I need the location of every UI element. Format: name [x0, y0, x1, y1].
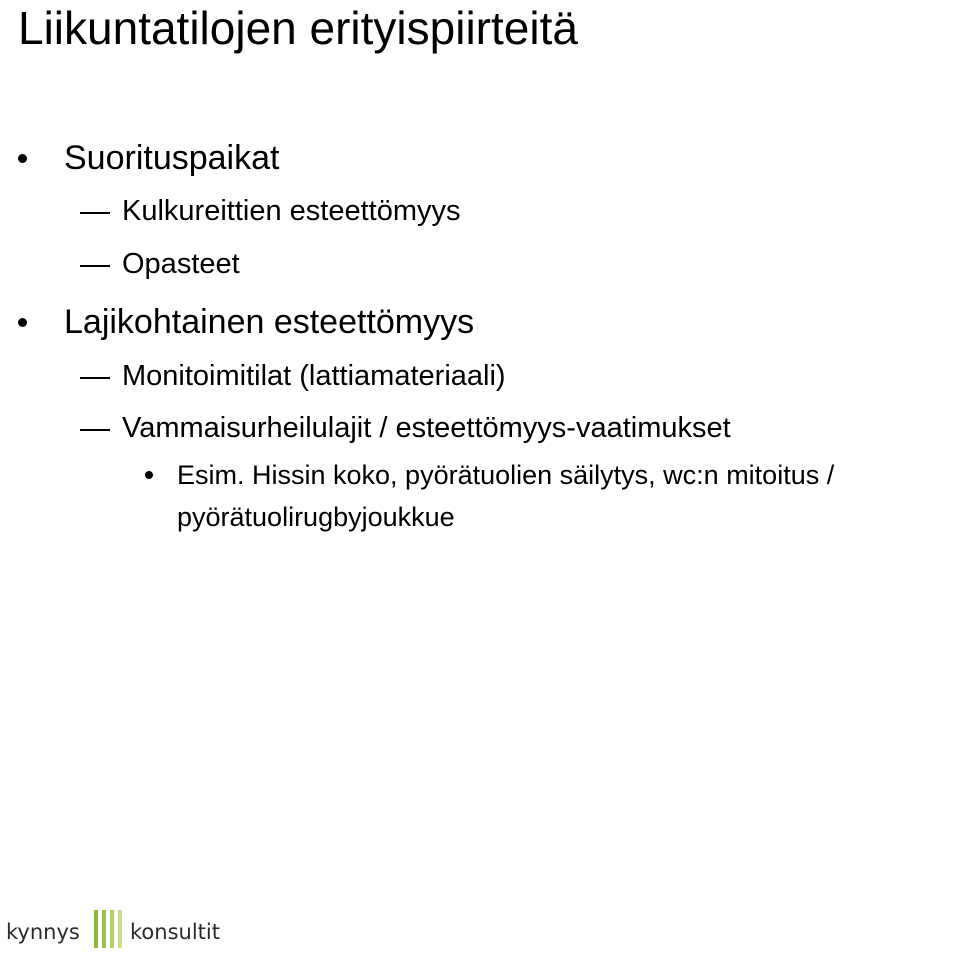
logo-bars-icon: [92, 910, 124, 950]
logo-bar: [94, 910, 98, 948]
logo-bar: [102, 910, 106, 948]
bullet-dash: [80, 429, 110, 431]
logo-text-konsultit: konsultit: [130, 920, 220, 944]
bullet-item-level2: Kulkureittien esteettömyys: [122, 195, 461, 227]
bullet-item-level2: Monitoimitilat (lattiamateriaali): [122, 360, 506, 392]
bullet-item-level3: Esim. Hissin koko, pyörätuolien säilytys, wc:n mitoitus /: [177, 460, 835, 490]
bullet-dot: [18, 154, 27, 163]
bullet-dot-small: [145, 471, 153, 479]
logo-bar: [110, 910, 114, 948]
bullet-item-level2: Vammaisurheilulajit / esteettömyys-vaatimukset: [122, 412, 731, 444]
logo-text-kynnys: kynnys: [6, 920, 80, 944]
bullet-item-level2: Opasteet: [122, 248, 240, 280]
bullet-dash: [80, 212, 110, 214]
slide-title: Liikuntatilojen erityispiirteitä: [18, 2, 578, 54]
bullet-dash: [80, 377, 110, 379]
bullet-item-level3-continuation: pyörätuolirugbyjoukkue: [177, 502, 455, 532]
bullet-item-level1: Lajikohtainen esteettömyys: [64, 303, 475, 341]
kynnys-konsultit-logo: [6, 910, 236, 950]
bullet-dash: [80, 265, 110, 267]
bullet-dot: [18, 318, 27, 327]
bullet-item-level1: Suorituspaikat: [64, 139, 280, 177]
logo-bar: [118, 910, 122, 948]
